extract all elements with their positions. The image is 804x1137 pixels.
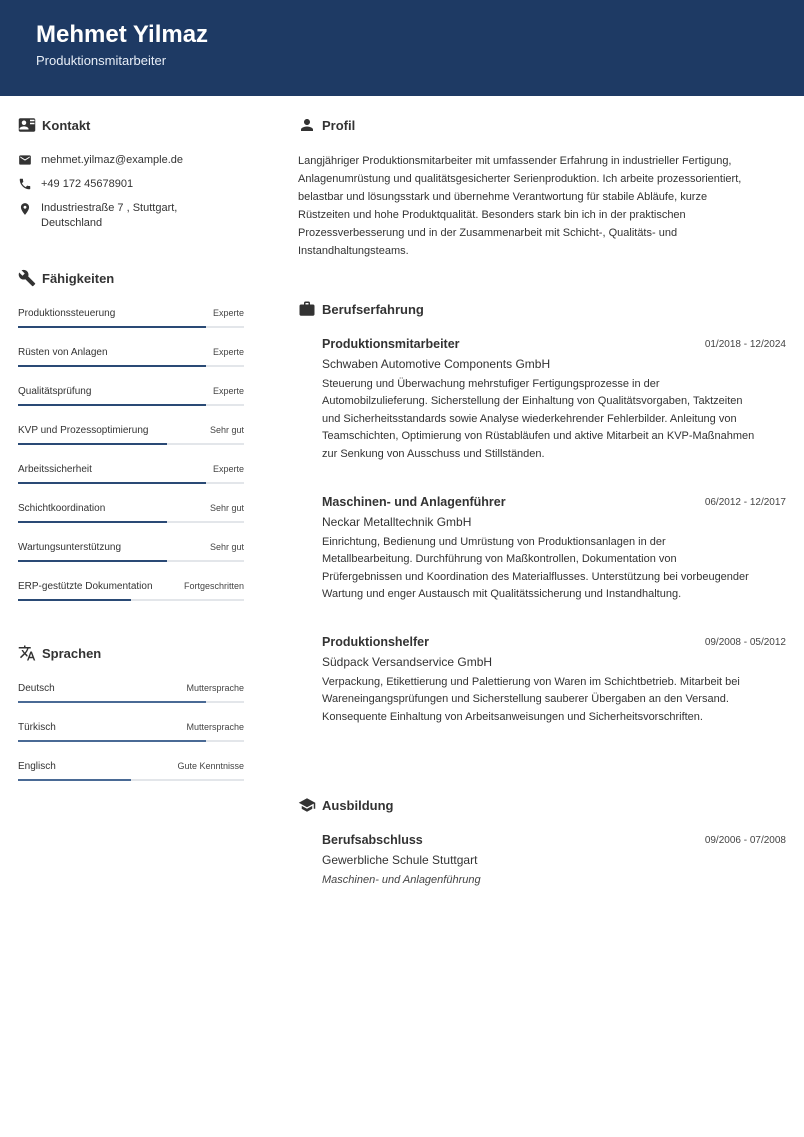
job-description [322,376,786,463]
job-description-line: Verpackung, Etikettierung und Palettierung von Waren im Schichtbetrieb. Mitarbeit bei [322,676,740,688]
profile-line: Instandhaltungsteams. [298,245,409,257]
job-entry [322,495,786,604]
profile-section-title [298,116,355,134]
skill-level: Sehr gut [209,503,244,513]
job-dates: 01/2018 - 12/2024 [704,339,786,350]
skill-item [18,530,244,569]
job-dates: 06/2012 - 12/2017 [704,497,786,508]
job-dates: 09/2008 - 05/2012 [704,637,786,648]
profile-heading: Profil [322,117,356,133]
contact-address-line1: Industriestraße 7 , Stuttgart, [41,202,178,214]
job-entry [322,635,786,726]
skill-bar-fill [18,560,167,562]
person-icon [298,116,316,134]
language-name: Deutsch [18,683,55,694]
skill-item [18,335,244,374]
job-title: Produktionsmitarbeiter [322,337,460,351]
education-dates: 09/2006 - 07/2008 [704,835,786,846]
languages-list [18,671,244,788]
job-description-line: zur Senkung von Ausschuss und Stillständen. [322,447,545,460]
skill-name: Schichtkoordination [18,503,106,514]
skill-name: Arbeitssicherheit [18,464,92,475]
contact-phone[interactable]: +49 172 45678901 [41,178,134,190]
profile-line: Anlagenumrüstung und qualitätsgesicherter Serienproduktion. Ich arbeite prozessorientiert, [298,173,742,185]
skill-level: Sehr gut [209,425,244,435]
language-bar-track [18,701,244,703]
skill-item [18,491,244,530]
skill-name: Rüsten von Anlagen [18,347,108,358]
language-item [18,710,244,749]
contact-email-row [18,153,183,168]
language-name: Englisch [18,761,56,772]
job-description-line: Metallbearbeitung. Durchführung von Maßkontrollen, Dokumentation von [322,553,677,566]
languages-section-title [18,644,101,662]
education-section-title [298,796,394,814]
skill-bar-track [18,599,244,601]
job-title: Produktionshelfer [322,635,429,649]
skill-bar-fill [18,365,206,367]
job-description-line: Wareneingangsprüfungen und Sicherstellung sauberer Übergaben an den Versand. [322,693,729,706]
contact-address-line2: Deutschland [41,217,103,229]
contact-address [41,201,177,231]
skill-bar-fill [18,521,167,523]
job-description [322,674,786,726]
profile-text [298,152,786,260]
job-description-line: Prüfergebnissen und Koordination des Materialflusses. Unterstützung bei vorbeugender [322,570,749,583]
job-description-line: Steuerung und Überwachung mehrstufiger Fertigungsprozesse in der [322,378,660,390]
language-bar-fill [18,740,206,742]
contact-heading: Kontakt [42,117,91,133]
skill-name: Produktionssteuerung [18,308,116,319]
language-item [18,749,244,788]
skills-heading: Fähigkeiten [42,270,115,286]
job-title: Maschinen- und Anlagenführer [322,495,506,509]
skills-list [18,296,244,608]
phone-icon [18,177,32,191]
job-description-line: Einrichtung, Bedienung und Umrüstung von Produktionsanlagen in der [322,536,666,548]
profile-line: Langjähriger Produktionsmitarbeiter mit umfassender Erfahrung in industrieller Fertigung, [298,155,732,167]
skill-bar-track [18,365,244,367]
skill-item [18,374,244,413]
skill-item [18,413,244,452]
profile-line: Rüstzeiten und hohe Produktqualität. Besonders stark bin ich in der praktischen [298,209,686,221]
skill-bar-fill [18,482,206,484]
education-entry [322,833,786,886]
contact-address-row [18,201,177,231]
skill-bar-track [18,560,244,562]
job-description-line: Teamschichten, Optimierung von Rüstabläufen und aktive Mitarbeit an KVP-Maßnahmen [322,430,755,443]
experience-section-title [298,300,424,318]
skill-name: Wartungsunterstützung [18,542,122,553]
language-level: Gute Kenntnisse [177,761,244,771]
skill-bar-track [18,326,244,328]
language-level: Muttersprache [186,683,244,693]
skill-bar-track [18,521,244,523]
skill-level: Experte [212,347,244,357]
education-heading: Ausbildung [322,797,394,813]
skill-name: ERP-gestützte Dokumentation [18,581,153,592]
email-icon [18,153,32,167]
education-field: Maschinen- und Anlagenführung [322,874,481,886]
skill-bar-track [18,482,244,484]
language-item [18,671,244,710]
skill-bar-fill [18,404,206,406]
skill-level: Experte [212,308,244,318]
job-description-line: und Sicherheitsstandards sowie Analyse wiederkehrender Fehlerbilder. Anleitung von [322,412,737,425]
briefcase-icon [298,300,316,318]
skill-item [18,452,244,491]
profile-line: belastbar und lösungsstark und übernehme Verantwortung für stabile Abläufe, kurze [298,191,708,203]
language-level: Muttersprache [186,722,244,732]
skill-bar-track [18,443,244,445]
contact-phone-row [18,177,133,192]
skill-level: Sehr gut [209,542,244,552]
language-bar-track [18,740,244,742]
header [0,0,804,96]
education-degree: Berufsabschluss [322,833,423,847]
skill-bar-fill [18,443,167,445]
skill-level: Experte [212,464,244,474]
skill-item [18,296,244,335]
job-company: Schwaben Automotive Components GmbH [322,357,551,371]
job-description [322,534,786,604]
skill-name: KVP und Prozessoptimierung [18,425,149,436]
language-name: Türkisch [18,722,56,733]
graduation-cap-icon [298,796,316,814]
job-description-line: Automobilzulieferung. Sicherstellung der Einhaltung von Qualitätsvorgaben, Taktzeiten [322,395,743,408]
contact-section-title [18,116,90,134]
skill-name: Qualitätsprüfung [18,386,92,397]
skill-level: Fortgeschritten [183,581,244,591]
skill-item [18,569,244,608]
job-company: Südpack Versandservice GmbH [322,655,493,669]
wrench-icon [18,269,36,287]
skill-bar-track [18,404,244,406]
translate-icon [18,644,36,662]
contact-card-icon [18,116,36,134]
languages-heading: Sprachen [42,645,102,661]
job-description-line: Konsequente Einhaltung von Arbeitsanweisungen und Sicherheitsvorschriften. [322,710,703,723]
skill-bar-fill [18,599,131,601]
job-company: Neckar Metalltechnik GmbH [322,515,472,529]
skill-level: Experte [212,386,244,396]
candidate-name: Mehmet Yilmaz [36,21,209,48]
profile-line: Prozessverbesserung und in der Zusammenarbeit mit Schicht-, Qualitäts- und [298,227,678,239]
location-pin-icon [18,202,32,216]
language-bar-fill [18,701,206,703]
candidate-title: Produktionsmitarbeiter [36,53,167,68]
skills-section-title [18,269,114,287]
education-school: Gewerbliche Schule Stuttgart [322,853,478,867]
job-description-line: Wartung und enger Austausch mit Qualitätssicherung und Instandhaltung. [322,588,682,601]
job-entry [322,337,786,463]
language-bar-fill [18,779,131,781]
contact-email[interactable]: mehmet.yilmaz@example.de [41,154,183,166]
language-bar-track [18,779,244,781]
experience-heading: Berufserfahrung [322,301,424,317]
skill-bar-fill [18,326,206,328]
